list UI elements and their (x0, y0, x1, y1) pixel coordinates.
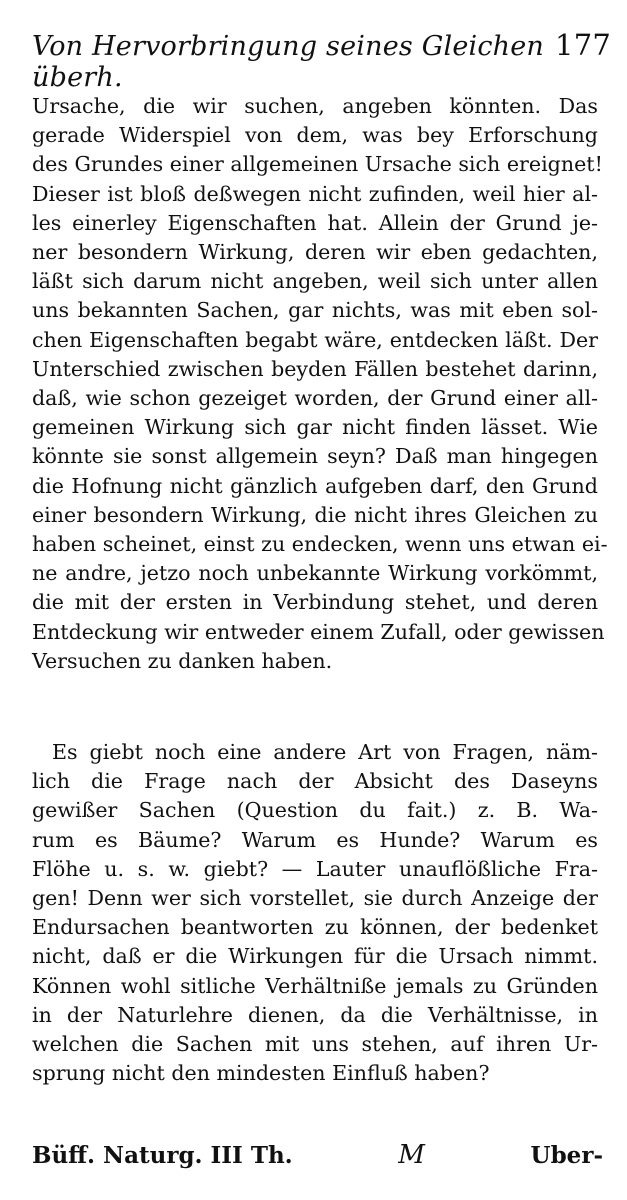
text-line: läßt sich darum nicht angeben, weil sich unter allen (32, 269, 598, 294)
text-line: Es giebt noch eine andere Art von Fragen, näm- (52, 740, 598, 764)
text-line: Ursache, die wir suchen, angeben könnten. Das (32, 94, 598, 118)
catchword: Uber- (530, 1142, 603, 1169)
page-footer (32, 1140, 603, 1174)
text-line: Können wohl sitliche Verhältniße jemals zu Gründen (32, 973, 598, 998)
text-line: Unterschied zwischen beyden Fällen bestehet darinn, (32, 356, 598, 381)
text-line: könnte sie sonst allgemein seyn? Daß man hingegen (32, 444, 598, 469)
text-line: Flöhe u. s. w. giebt? — Lauter unauflößliche Fra- (32, 856, 598, 881)
text-line: gewißer Sachen (Question du fait.) z. B. Wa- (32, 798, 598, 823)
text-line: einer besondern Wirkung, die nicht ihres Gleichen zu (32, 502, 598, 527)
page-number: 177 (555, 28, 611, 62)
text-line: daß, wie schon gezeiget worden, der Grund einer all- (32, 386, 598, 411)
text-line: die mit der ersten in Verbindung stehet, und deren (32, 590, 598, 615)
text-line: gerade Widerspiel von dem, was bey Erforschung (32, 123, 598, 148)
text-line: welchen die Sachen mit uns stehen, auf ihren Ur- (32, 1032, 598, 1057)
text-line: Entdeckung wir entweder einem Zufall, oder gewissen (32, 619, 605, 644)
text-line: rum es Bäume? Warum es Hunde? Warum es (32, 827, 598, 852)
text-line: haben scheinet, einst zu endecken, wenn uns etwan ei- (32, 532, 608, 557)
signature-left: Büff. Naturg. III Th. (32, 1142, 293, 1169)
text-line: gemeinen Wirkung sich gar nicht finden lässet. Wie (32, 415, 598, 440)
signature-mark: M (398, 1140, 425, 1170)
paragraph-2 (32, 738, 598, 1088)
text-line: gen! Denn wer sich vorstellet, sie durch Anzeige der (32, 886, 598, 911)
text-line: les einerley Eigenschaften hat. Allein der Grund je- (32, 210, 598, 235)
running-header (32, 28, 611, 93)
text-line: des Grundes einer allgemeinen Ursache sich ereignet! (32, 152, 603, 177)
text-line: ne andre, jetzo noch unbekannte Wirkung vorkömmt, (32, 561, 598, 586)
text-line: chen Eigenschaften begabt wäre, entdecken läßt. Der (32, 327, 598, 352)
text-line: lich die Frage nach der Absicht des Daseyns (32, 769, 598, 794)
text-line: ner besondern Wirkung, deren wir eben gedachten, (32, 240, 598, 265)
text-line: uns bekannten Sachen, gar nichts, was mit eben sol- (32, 298, 598, 323)
text-line: sprung nicht den mindesten Einfluß haben? (32, 1061, 490, 1086)
paragraph-1 (32, 92, 608, 676)
text-line: nicht, daß er die Wirkungen für die Ursach nimmt. (32, 944, 598, 969)
text-line: Dieser ist bloß deßwegen nicht zufinden, weil hier al- (32, 181, 598, 206)
text-line: die Hofnung nicht gänzlich aufgeben darf, den Grund (32, 473, 598, 498)
text-line: Endursachen beantworten zu können, der bedenket (32, 915, 598, 940)
text-line: Versuchen zu danken haben. (32, 648, 333, 673)
text-line: in der Naturlehre dienen, da die Verhältnisse, in (32, 1002, 598, 1027)
running-title: Von Hervorbringung seines Gleichen überh. (32, 31, 545, 93)
